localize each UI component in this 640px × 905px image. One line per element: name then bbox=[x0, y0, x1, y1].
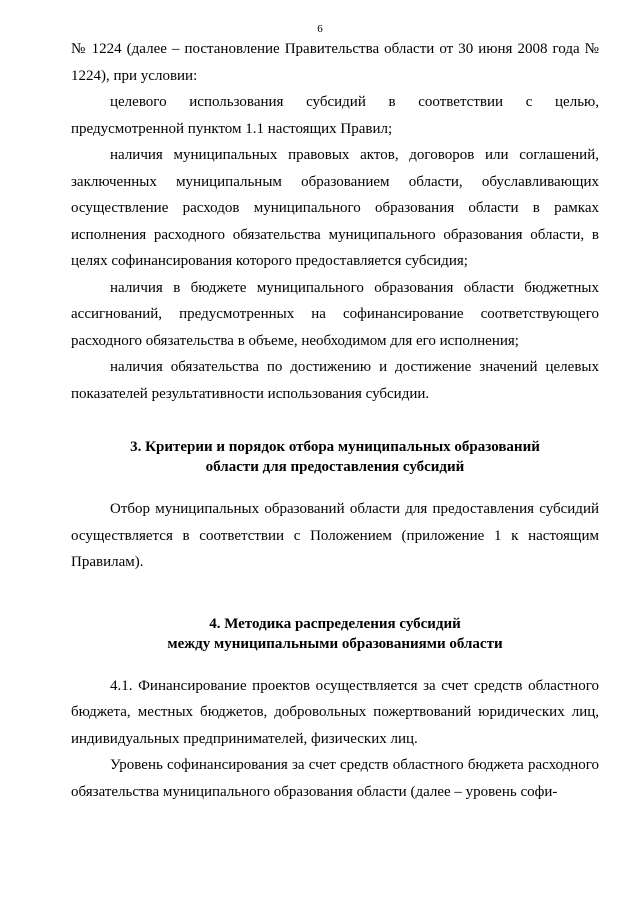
section-4-heading-line-2: между муниципальными образованиями области bbox=[167, 635, 503, 652]
paragraph-condition-target-use: целевого использования субсидий в соответствии с целью, предусмотренной пунктом 1.1 настоящих Правил; bbox=[71, 94, 599, 137]
paragraph-condition-targets: наличия обязательства по достижению и достижение значений целевых показателей результативности использования субсидии. bbox=[71, 359, 599, 402]
paragraph-intro-1: № 1224 (далее – постановление Правительства области от 30 июня 2008 года № 1224), при условии: bbox=[71, 41, 599, 84]
section-4-heading bbox=[71, 614, 599, 654]
paragraph-condition-budget-allocations: наличия в бюджете муниципального образования области бюджетных ассигнований, предусмотренных на софинансирование соответствующего расходного обязательства в объеме, необходимом для его исполнения; bbox=[71, 279, 599, 349]
section-4-paragraph-4-1: 4.1. Финансирование проектов осуществляется за счет средств областного бюджета, местных бюджетов, добровольных пожертвований юридических лиц, индивидуальных предпринимателей, физических лиц. bbox=[71, 677, 599, 747]
document-body bbox=[71, 36, 599, 805]
page-number: 6 bbox=[317, 23, 323, 35]
section-3-heading-line-2: области для предоставления субсидий bbox=[205, 459, 465, 475]
paragraph-condition-legal-acts: наличия муниципальных правовых актов, договоров или соглашений, заключенных муниципальным образованием области, обуславливающих осуществление расходов муниципального образования области в рамках исполнения расходного обязательства муниципального образования области, в целях софинансирования которого предоставляется субсидия; bbox=[71, 147, 599, 269]
section-3-heading-line-1: 3. Критерии и порядок отбора муниципальных образований bbox=[130, 439, 540, 455]
section-3-paragraph: Отбор муниципальных образований области для предоставления субсидий осуществляется в соответствии с Положением (приложение 1 к настоящим Правилам). bbox=[71, 501, 599, 570]
section-3-heading bbox=[71, 437, 599, 477]
section-4-heading-line-1: 4. Методика распределения субсидий bbox=[209, 615, 461, 632]
section-4-paragraph-cofinancing-level: Уровень софинансирования за счет средств областного бюджета расходного обязательства муниципального образования области (далее – уровень софи- bbox=[71, 757, 599, 800]
